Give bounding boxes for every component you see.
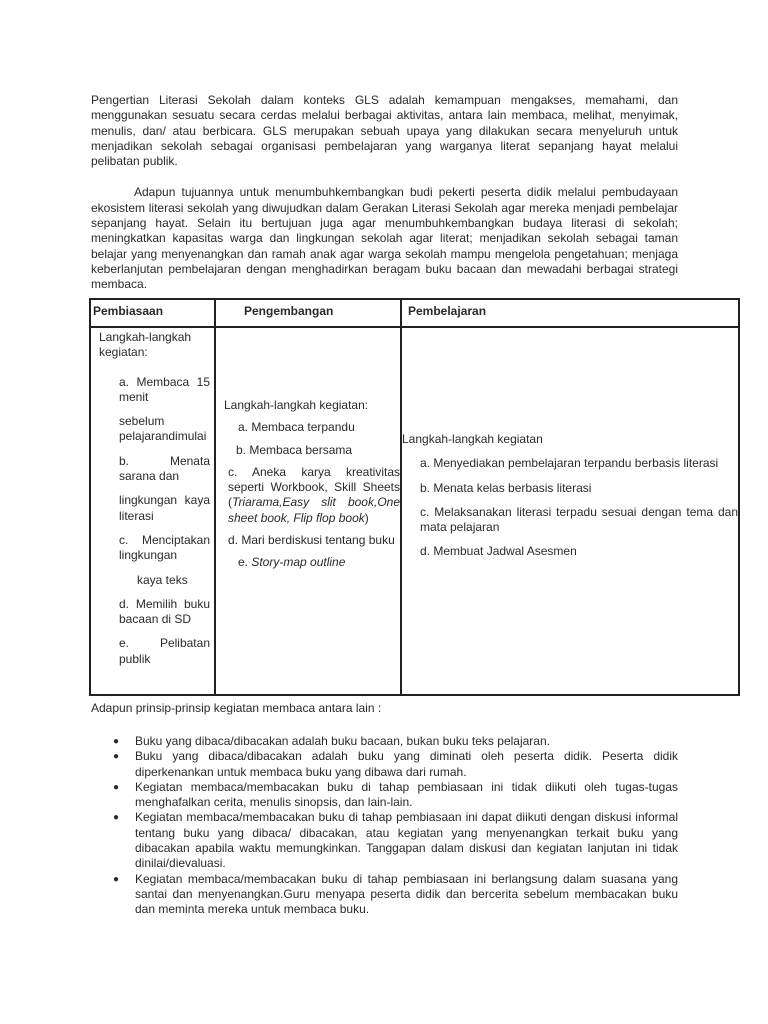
- pembiasaan-item-c-cont: kaya teks: [137, 572, 188, 587]
- bullet-icon: ●: [113, 873, 120, 885]
- list-item: [91, 872, 678, 918]
- header-cell-pembiasaan: [90, 299, 215, 327]
- principle-text: Kegiatan membaca/membacakan buku di tahap pembiasaan ini tidak diikuti oleh tugas-tugas menghafalkan cerita, menulis sinopsis, dan lain-lain.: [135, 779, 678, 810]
- bullet-icon: ●: [113, 781, 120, 793]
- pembiasaan-item-a: a. Membaca 15 menit: [119, 374, 210, 404]
- pengembangan-item-c-lead: c. Aneka karya kreativitas seperti Workbook, Skill Sheets (: [228, 464, 400, 510]
- principle-text: Kegiatan membaca/membacakan buku di tahap pembiasaan ini dapat diikuti dengan diskusi informal tentang buku yang dibaca/ dibacakan, atau kegiatan yang menyenangkan terkait buku yang dibacakan apabila waktu memungkinkan. Tanggapan dalam diskusi dan kegiatan lanjutan ini tidak dinilai/dievaluasi.: [135, 810, 678, 871]
- list-item: [91, 780, 678, 811]
- header-pengembangan: Pengembangan: [244, 304, 334, 318]
- pengembangan-item-c: [224, 465, 400, 526]
- pengembangan-item-e-lead: e.: [238, 555, 252, 570]
- pembelajaran-item-c: c. Melaksanakan literasi terpadu sesuai dengan tema dan mata pelajaran: [420, 504, 738, 535]
- intro-paragraph-2: Adapun tujuannya untuk menumbuhkembangkan budi pekerti peserta didik melalui pembudayaan ekosistem literasi sekolah yang diwujudkan dalam Gerakan Literasi Sekolah agar mereka menjadi pembelajar sepanjang hayat. Selain itu bertujuan juga agar menumbuhkembangkan budaya literasi di sekolah; meningkatkan kapasitas warga dan lingkungan sekolah agar literat; menjadikan sekolah sebagai taman belajar yang menyenangkan dan ramah anak agar warga sekolah mampu mengelola pengetahuan; menjaga keberlanjutan pembelajaran dengan menghadirkan beragam buku bacaan dan mewadahi berbagai strategi membaca.: [91, 185, 678, 292]
- principle-text: Buku yang dibaca/dibacakan adalah buku bacaan, bukan buku teks pelajaran.: [135, 734, 550, 748]
- list-item: [91, 734, 678, 749]
- header-pembiasaan: Pembiasaan: [93, 304, 164, 318]
- header-pembelajaran: Pembelajaran: [408, 304, 487, 318]
- pembelajaran-title: Langkah-langkah kegiatan: [402, 432, 543, 446]
- pembiasaan-item-e: e. Pelibatan publik: [119, 636, 210, 666]
- pembiasaan-item-a-text: sebelum pelajarandimulai: [119, 414, 207, 444]
- principle-text: Kegiatan membaca/membacakan buku di tahap pembiasaan ini berlangsung dalam suasana yang santai dan menyenangkan.Guru menyapa peserta didik dan bercerita sebelum membacakan buku dan meminta mereka untuk membaca buku.: [135, 871, 678, 917]
- pengembangan-item-d: d. Mari berdiskusi tentang buku: [228, 533, 395, 548]
- pengembangan-title: Langkah-langkah kegiatan:: [224, 398, 369, 412]
- table-body-row: [90, 327, 739, 695]
- principles-intro: Adapun prinsip-prinsip kegiatan membaca antara lain :: [91, 701, 382, 715]
- bullet-icon: ●: [113, 812, 120, 824]
- header-cell-pembelajaran: [401, 299, 739, 327]
- cell-pembelajaran: [401, 327, 739, 695]
- header-cell-pengembangan: [215, 299, 401, 327]
- intro-paragraph-1: Pengertian Literasi Sekolah dalam konteks GLS adalah kemampuan mengakses, memahami, dan menggunakan sesuatu secara cerdas melalui berbagai aktivitas, antara lain membaca, melihat, menyimak, menulis, dan/ atau berbicara. GLS merupakan sebuah upaya yang dilakukan secara menyeluruh untuk menjadikan sekolah sebagai organisasi pembelajaran yang warganya literat sepanjang hayat melalui pelibatan publik.: [91, 93, 678, 169]
- principle-text: Buku yang dibaca/dibacakan adalah buku yang diminati oleh peserta didik. Peserta didik diperkenankan untuk membaca buku yang dibawa dari rumah.: [135, 749, 678, 779]
- cell-pembiasaan: [90, 327, 215, 695]
- pembiasaan-title: Langkah-langkah kegiatan:: [99, 330, 192, 360]
- pembelajaran-item-d: d. Membuat Jadwal Asesmen: [420, 544, 577, 559]
- pembiasaan-item-d: d. Memilih buku bacaan di SD: [119, 596, 210, 627]
- pembiasaan-item-c: c. Menciptakan lingkungan: [119, 532, 210, 563]
- intro-section: [91, 93, 678, 293]
- pengembangan-item-c-tail: ): [364, 510, 369, 525]
- list-item: [91, 749, 678, 780]
- pengembangan-item-a: a. Membaca terpandu: [238, 420, 355, 435]
- pembiasaan-item-b-cont: lingkungan kaya literasi: [119, 493, 210, 523]
- pembiasaan-item-a-cont: [99, 414, 210, 445]
- cell-pengembangan: [215, 327, 401, 695]
- pembelajaran-item-b: b. Menata kelas berbasis literasi: [420, 480, 592, 495]
- pengembangan-item-e-italic: Story-map outline: [251, 555, 346, 570]
- pengembangan-item-e: [224, 555, 400, 570]
- pengembangan-item-b: b. Membaca bersama: [236, 442, 353, 457]
- list-item: [91, 810, 678, 871]
- activity-table: [89, 298, 740, 696]
- bullet-icon: ●: [113, 751, 120, 763]
- principles-list: [91, 734, 678, 918]
- pengembangan-item-c-italic: Triarama,Easy slit book,One sheet book, Flip flop book: [228, 495, 400, 525]
- bullet-icon: ●: [113, 736, 120, 747]
- pembiasaan-item-b: b. Menata sarana dan: [119, 453, 210, 484]
- table-header-row: [90, 299, 739, 327]
- pembelajaran-item-a: a. Menyediakan pembelajaran terpandu berbasis literasi: [420, 456, 719, 471]
